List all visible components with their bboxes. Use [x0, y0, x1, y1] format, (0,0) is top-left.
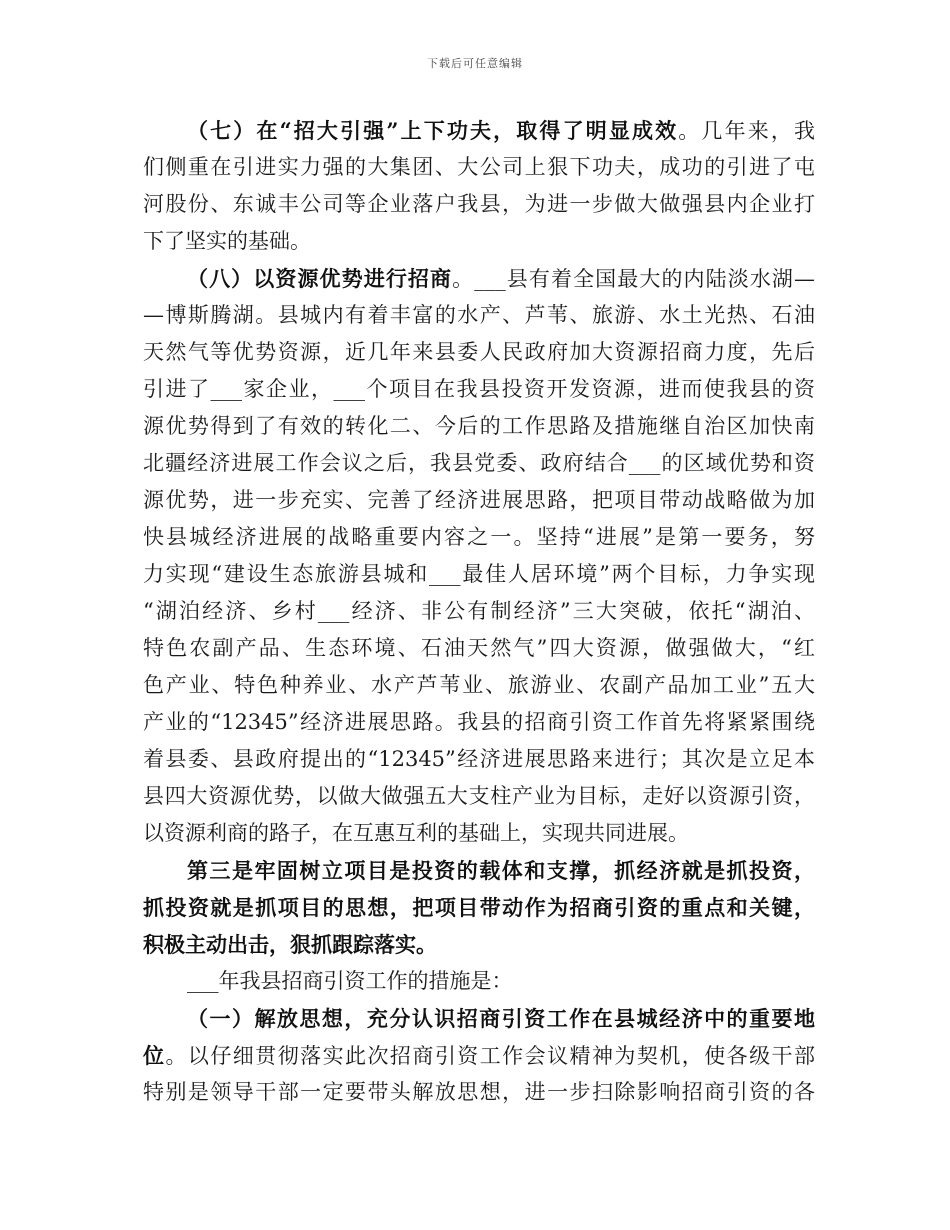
paragraph: [143, 1000, 815, 1111]
bold-heading: （八）以资源优势进行招商: [187, 266, 453, 291]
text-line: [143, 297, 815, 334]
text-line: [143, 482, 815, 519]
text-line: [143, 1037, 815, 1074]
text-line: [143, 519, 815, 556]
line-text: 北疆经济进展工作会议之后，我县党委、政府结合___的区域优势和资: [143, 451, 815, 475]
line-text: 着县委、县政府提出的“12345”经济进展思路来进行；其次是立足本: [143, 747, 815, 771]
line-text: 河股份、东诚丰公司等企业落户我县，为进一步做大做强县内企业打: [143, 192, 815, 216]
text-line: [143, 445, 815, 482]
text-line: [143, 963, 815, 1000]
text-line: [143, 704, 815, 741]
line-text: 色产业、特色种养业、水产芦苇业、旅游业、农副产品加工业”五大: [143, 673, 815, 697]
line-text: 快县城经济进展的战略重要内容之一。坚持“进展”是第一要务，努: [143, 525, 815, 549]
text-line: [143, 1074, 815, 1111]
paragraph: [143, 852, 815, 963]
line-text: “湖泊经济、乡村___经济、非公有制经济”三大突破，依托“湖泊、: [143, 599, 815, 623]
line-text: 下了坚实的基础。: [143, 229, 311, 253]
text-line: [143, 741, 815, 778]
line-text: 。以仔细贯彻落实此次招商引资工作会议精神为契机，使各级干部: [165, 1044, 816, 1068]
line-text: 特别是领导干部一定要带头解放思想，进一步扫除影响招商引资的各: [143, 1080, 815, 1104]
text-line: [143, 593, 815, 630]
line-text: 。___县有着全国最大的内陆淡水湖—: [452, 267, 816, 291]
line-text: —博斯腾湖。县城内有着丰富的水产、芦苇、旅游、水土光热、石油: [143, 303, 815, 327]
line-text: 天然气等优势资源，近几年来县委人民政府加大资源招商力度，先后: [143, 340, 815, 364]
text-line: [143, 408, 815, 445]
line-text: ___年我县招商引资工作的措施是：: [187, 969, 513, 993]
text-line: [143, 778, 815, 815]
text-line: [143, 889, 815, 926]
line-text: 们侧重在引进实力强的大集团、大公司上狠下功夫，成功的引进了屯: [143, 155, 815, 179]
text-line: [143, 223, 815, 260]
page-header: 下载后可任意编辑: [427, 57, 523, 70]
bold-text: 抓投资就是抓项目的思想，把项目带动作为招商引资的重点和关键，: [143, 895, 815, 920]
line-text: 力实现“建设生态旅游县城和___最佳人居环境”两个目标，力争实现: [143, 562, 815, 586]
text-line: [143, 334, 815, 371]
text-line: [143, 149, 815, 186]
text-line: [143, 667, 815, 704]
paragraph: [143, 963, 815, 1000]
line-text: 县四大资源优势，以做大做强五大支柱产业为目标，走好以资源引资，: [143, 784, 815, 808]
line-text: 以资源利商的路子，在互惠互利的基础上，实现共同进展。: [143, 821, 689, 845]
line-text: 产业的“12345”经济进展思路。我县的招商引资工作首先将紧紧围绕: [143, 710, 815, 734]
text-line: [143, 926, 815, 963]
text-line: [143, 852, 815, 889]
text-line: [143, 186, 815, 223]
text-line: [143, 112, 815, 149]
text-line: [143, 815, 815, 852]
text-line: [143, 1000, 815, 1037]
text-line: [143, 260, 815, 297]
text-line: [143, 630, 815, 667]
line-text: 。几年来，我: [678, 119, 815, 143]
document-body: [143, 112, 815, 1111]
bold-heading: （一）解放思想，充分认识招商引资工作在县城经济中的重要地: [187, 1006, 815, 1031]
paragraph: [143, 112, 815, 260]
bold-text: 第三是牢固树立项目是投资的载体和支撑，抓经济就是抓投资，: [187, 858, 815, 883]
text-line: [143, 556, 815, 593]
bold-text: 积极主动出击，狠抓跟踪落实。: [143, 932, 437, 957]
bold-heading: （七）在“招大引强”上下功夫，取得了明显成效: [187, 118, 679, 143]
line-text: 源优势得到了有效的转化二、今后的工作思路及措施继自治区加快南: [143, 414, 815, 438]
paragraph: [143, 260, 815, 852]
bold-heading: 位: [143, 1043, 166, 1068]
line-text: 特色农副产品、生态环境、石油天然气”四大资源，做强做大，“红: [143, 636, 815, 660]
line-text: 源优势，进一步充实、完善了经济进展思路，把项目带动战略做为加: [143, 488, 815, 512]
text-line: [143, 371, 815, 408]
line-text: 引进了___家企业，___个项目在我县投资开发资源，进而使我县的资: [143, 377, 815, 401]
